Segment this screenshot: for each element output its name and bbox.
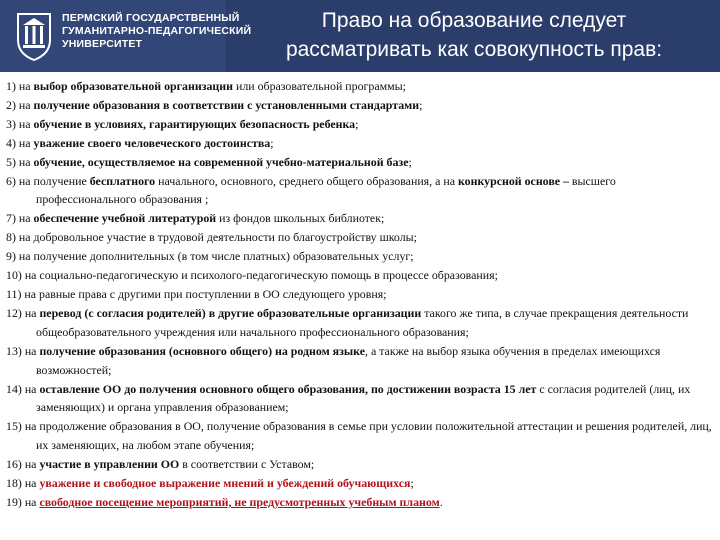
list-text: 6) на получение bbox=[6, 173, 90, 188]
university-name-line: УНИВЕРСИТЕТ bbox=[62, 38, 143, 50]
list-text: в соответствии с Уставом; bbox=[179, 457, 315, 472]
list-text: из фондов школьных библиотек; bbox=[216, 211, 385, 226]
emphasis-text: бесплатного bbox=[89, 173, 156, 188]
slide-title bbox=[234, 6, 714, 64]
rights-list-item bbox=[6, 115, 714, 134]
emphasis-text: свободное посещение мероприятий, не предусмотренных учебным планом bbox=[39, 494, 440, 509]
rights-list bbox=[6, 77, 714, 512]
emphasis-text: получение образования (основного общего) на родном языке bbox=[39, 343, 365, 358]
list-text: ; bbox=[355, 116, 359, 131]
rights-list-item bbox=[6, 247, 714, 266]
university-crest-icon bbox=[14, 10, 54, 62]
list-text: ; bbox=[408, 154, 412, 169]
list-text: 9) на получение дополнительных (в том числе платных) образовательных услуг; bbox=[6, 249, 414, 264]
list-text: такого же типа, в случае прекращения деятельности общеобразовательного учреждения или начального профессионального образования; bbox=[36, 305, 689, 339]
list-text: или образовательной программы; bbox=[232, 79, 406, 93]
list-text: 8) на добровольное участие в трудовой деятельности по благоустройству школы; bbox=[6, 230, 417, 245]
university-name-line: ГУМАНИТАРНО-ПЕДАГОГИЧЕСКИЙ bbox=[62, 25, 252, 37]
list-text: 16) на bbox=[6, 457, 40, 472]
rights-list-item bbox=[6, 417, 714, 455]
emphasis-text: уважение и свободное выражение мнений и убеждений обучающихся bbox=[39, 476, 411, 491]
emphasis-text: оставление ОО до получения основного общего образования, по достижении возраста 15 лет bbox=[39, 381, 537, 396]
list-text: 2) на bbox=[6, 97, 34, 112]
list-text: 4) на bbox=[6, 135, 34, 150]
emphasis-text: обеспечение учебной литературой bbox=[33, 211, 217, 226]
list-text: 14) на bbox=[6, 381, 40, 396]
emphasis-text: выбор образовательной организации bbox=[33, 79, 233, 93]
rights-list-item bbox=[6, 493, 714, 512]
list-text: 10) на социально-педагогическую и психолого-педагогическую помощь в процессе образования; bbox=[6, 268, 498, 283]
university-name bbox=[62, 12, 252, 51]
rights-list-item bbox=[6, 209, 714, 228]
list-text: с согласия родителей (лиц, их заменяющих) и органа управления образованием; bbox=[36, 381, 691, 415]
rights-list-item bbox=[6, 455, 714, 474]
emphasis-text: уважение своего человеческого достоинства bbox=[33, 135, 271, 150]
slide-title-line: Право на образование следует bbox=[321, 9, 627, 32]
list-text: ; bbox=[270, 135, 274, 150]
list-text: 7) на bbox=[6, 211, 34, 226]
rights-list-item bbox=[6, 380, 714, 418]
rights-list-item bbox=[6, 304, 714, 342]
list-text: 5) на bbox=[6, 154, 34, 169]
university-logo-block bbox=[0, 0, 252, 72]
list-text: начального, основного, среднего общего образования, а на bbox=[155, 173, 458, 188]
emphasis-text: получение образования в соответствии с установленными стандартами bbox=[33, 97, 420, 112]
university-name-line: ПЕРМСКИЙ ГОСУДАРСТВЕННЫЙ bbox=[62, 12, 240, 24]
rights-list-item bbox=[6, 77, 714, 96]
rights-list-item bbox=[6, 285, 714, 304]
emphasis-text: обучение, осуществляемое на современной учебно-материальной базе bbox=[33, 154, 409, 169]
list-text: , а также на выбор языка обучения в пределах имеющихся возможностей; bbox=[36, 343, 661, 377]
list-text: 1) на bbox=[6, 79, 34, 93]
rights-list-item bbox=[6, 228, 714, 247]
list-text: 19) на bbox=[6, 494, 40, 509]
list-text: 12) на bbox=[6, 305, 40, 320]
emphasis-text: участие в управлении ОО bbox=[39, 457, 180, 472]
list-text: 11) на равные права с другими при поступлении в ОО следующего уровня; bbox=[6, 286, 387, 301]
rights-list-item bbox=[6, 134, 714, 153]
list-text: 15) на продолжение образования в ОО, получение образования в семье при условии положительной аттестации и решения родителей, лиц, их заменяющих, на любом этапе обучения; bbox=[6, 419, 712, 453]
list-text: 3) на bbox=[6, 116, 34, 131]
list-text: ; bbox=[419, 97, 423, 112]
slide-header bbox=[0, 0, 720, 72]
rights-list-item bbox=[6, 342, 714, 380]
list-text: . bbox=[439, 494, 443, 509]
list-text: ; bbox=[410, 476, 414, 491]
rights-list-item bbox=[6, 172, 714, 210]
rights-list-item bbox=[6, 153, 714, 172]
slide-title-line: рассматривать как совокупность прав: bbox=[285, 38, 663, 61]
rights-list-item bbox=[6, 96, 714, 115]
list-text: 13) на bbox=[6, 343, 40, 358]
rights-list-item bbox=[6, 266, 714, 285]
emphasis-text: перевод (с согласия родителей) в другие образовательные организации bbox=[39, 305, 422, 320]
list-text: 18) на bbox=[6, 476, 40, 491]
emphasis-text: конкурсной основе – bbox=[457, 173, 569, 188]
emphasis-text: обучение в условиях, гарантирующих безопасность ребенка bbox=[33, 116, 356, 131]
list-text: высшего профессионального образования ; bbox=[36, 173, 616, 207]
rights-list-item bbox=[6, 474, 714, 493]
